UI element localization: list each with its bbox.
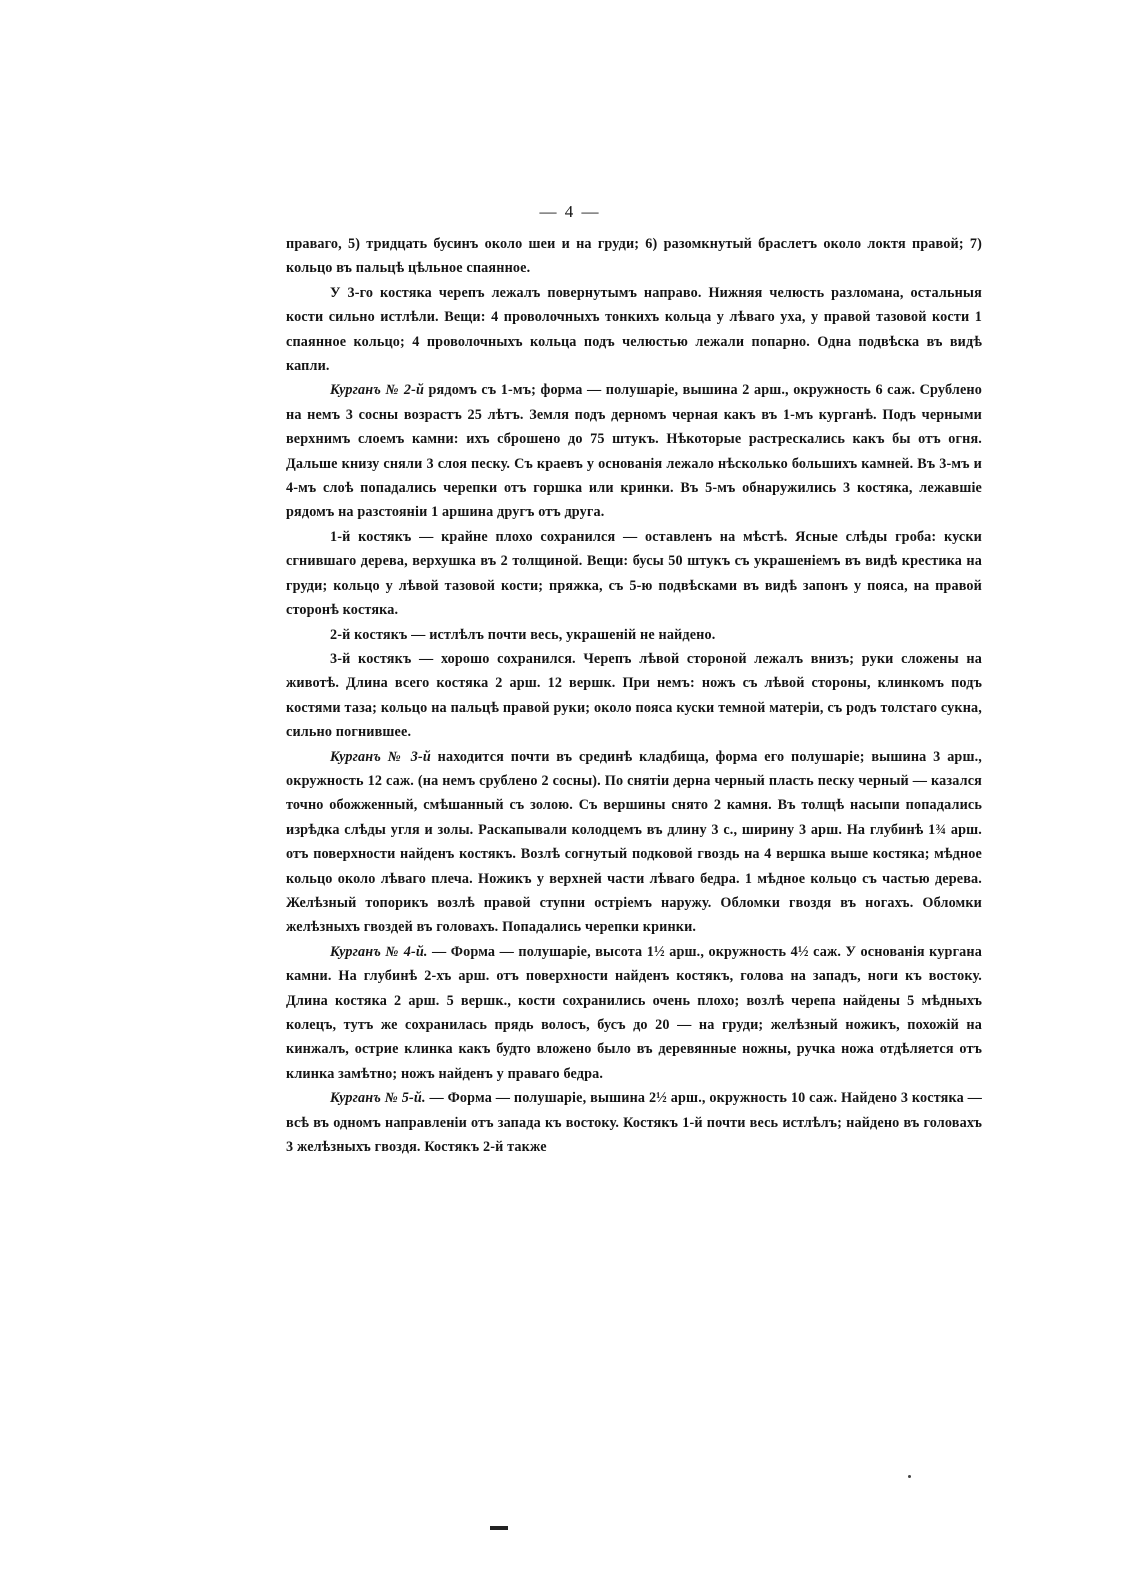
paragraph [286,940,982,1086]
paragraph-text: 3-й костякъ — хорошо сохранился. Черепъ лѣвой стороной лежалъ внизъ; руки сложены на животѣ. Длина всего костяка 2 арш. 12 вершк. При немъ: ножъ съ лѣвой стороны, клинкомъ подъ костями таза; кольцо на пальцѣ правой руки; около пояса куски темной матеріи, съ родъ толстаго сукна, сильно погнившее. [286,650,982,741]
kurgan-heading: Курганъ № 3-й [330,748,431,765]
paragraph-text: праваго, 5) тридцать бусинъ около шеи и на груди; 6) разомкнутый браслетъ около локтя правой; 7) кольцо въ пальцѣ цѣльное спаянное. [286,236,982,277]
paragraph [286,232,982,281]
paragraph-text: — Форма — полушаріе, вышина 2½ арш., окружность 10 саж. Найдено 3 костяка — всѣ въ одномъ направленіи отъ запада къ востоку. Костякъ 1-й почти весь истлѣлъ; найдено въ головахъ 3 желѣзныхъ гвоздя. Костякъ 2-й также [286,1090,982,1156]
paragraph [286,378,982,524]
paragraph-text: рядомъ съ 1-мъ; форма — полушаріе, вышина 2 арш., окружность 6 саж. Срублено на немъ 3 сосны возрастъ 25 лѣтъ. Земля подъ дерномъ черная какъ въ 1-мъ курганѣ. Подъ черными верхнимъ слоемъ камни: ихъ сброшено до 75 штукъ. Нѣкоторые растрескались какъ бы отъ огня. Дальше книзу сняли 3 слоя песку. Съ краевъ у основанія лежало нѣсколько большихъ камней. Въ 3-мъ и 4-мъ слоѣ попадались черепки отъ горшка или кринки. Въ 5-мъ обнаружились 3 костяка, лежавшіе рядомъ на разстояніи 1 аршина другъ отъ друга. [286,382,982,521]
paragraph-text: У 3-го костяка черепъ лежалъ повернутымъ направо. Нижняя челюсть разломана, остальныя кости сильно истлѣли. Вещи: 4 проволочныхъ тонкихъ кольца у лѣваго уха, у правой тазовой кости 1 спаянное кольцо; 4 проволочныхъ кольца подъ челюстью лежали попарно. Одна подвѣска въ видѣ капли. [286,284,982,375]
paragraph-text: 2-й костякъ — истлѣлъ почти весь, украшеній не найдено. [330,626,716,643]
kurgan-heading: Курганъ № 4-й. [330,943,428,960]
kurgan-heading: Курганъ № 5-й. [330,1090,426,1107]
paragraph-text: — Форма — полушаріе, высота 1½ арш., окружность 4½ саж. У основанія кургана камни. На глубинѣ 2-хъ арш. отъ поверхности найденъ костякъ, голова на западъ, ноги къ востоку. Длина костяка 2 арш. 5 вершк., кости сохранились очень плохо; возлѣ черепа найдены 5 мѣдныхъ колецъ, тутъ же сохранилась прядь волосъ, бусъ до 20 — на груди; желѣзный ножикъ, похожій на кинжалъ, острие клинка какъ будто вложено было въ деревянные ножны, ручка ножа отдѣляется отъ клинка замѣтно; ножъ найденъ у праваго бедра. [286,943,982,1082]
scan-speck [908,1475,911,1478]
paragraph [286,1086,982,1159]
paragraph [286,647,982,745]
paragraph [286,525,982,623]
paragraph [286,281,982,379]
paragraph-text: находится почти въ срединѣ кладбища, форма его полушаріе; вышина 3 арш., окружность 12 саж. (на немъ срублено 2 сосны). По снятіи дерна черный пласть песку черный — казался точно обожженный, смѣшанный съ золою. Съ вершины снято 2 камня. Въ толщѣ насыпи попадались изрѣдка слѣды угля и золы. Раскапывали колодцемъ въ длину 3 с., ширину 3 арш. На глубинѣ 1¾ арш. отъ поверхности найденъ костякъ. Возлѣ согнутый подковой гвоздь на 4 вершка выше костяка; мѣдное кольцо около лѣваго плеча. Ножикъ у верхней части лѣваго бедра. 1 мѣдное кольцо съ частью дерева. Желѣзный топорикъ возлѣ правой ступни остріемъ наружу. Обломки гвоздя въ ногахъ. Обломки желѣзныхъ гвоздей въ головахъ. Попадались черепки кринки. [286,748,982,936]
kurgan-heading: Курганъ № 2-й [330,382,425,399]
footer-mark [490,1526,508,1530]
paragraph-text: 1-й костякъ — крайне плохо сохранился — оставленъ на мѣстѣ. Ясные слѣды гроба: куски сгнившаго дерева, верхушка въ 2 толщиной. Вещи: бусы 50 штукъ съ украшеніемъ въ видѣ крестика на груди; кольцо у лѣвой тазовой кости; пряжка, съ 5-ю подвѣсками въ видѣ запонъ у пояса, на правой сторонѣ костяка. [286,528,982,619]
body-text [286,232,982,1159]
page-number: — 4 — [539,202,601,221]
paragraph [286,623,982,647]
paragraph [286,745,982,940]
